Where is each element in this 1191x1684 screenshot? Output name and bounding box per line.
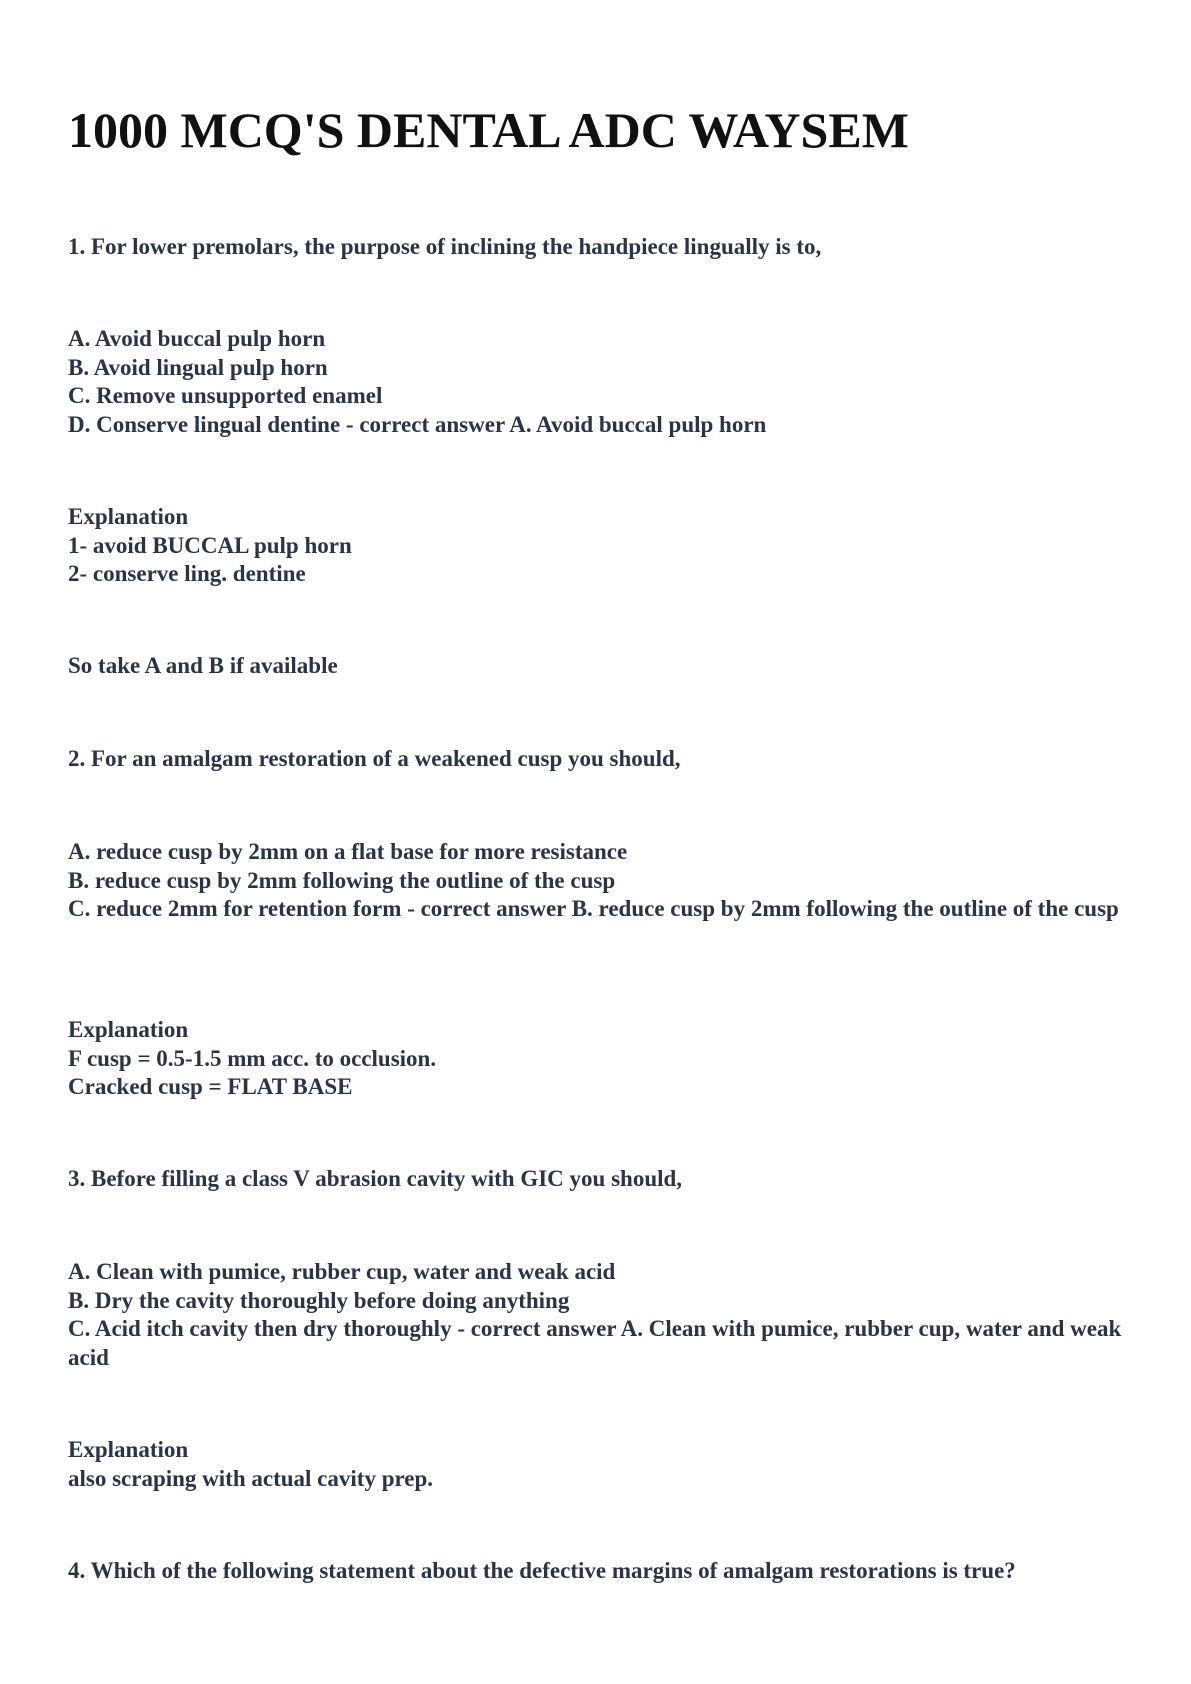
question-1-option-b: B. Avoid lingual pulp horn: [68, 354, 328, 380]
question-2-option-c: C. reduce 2mm for retention form - correct answer B. reduce cusp by 2mm following the outline of the cusp: [68, 896, 1119, 921]
document-title: 1000 MCQ'S DENTAL ADC WAYSEM: [68, 102, 909, 158]
question-3-option-a: A. Clean with pumice, rubber cup, water and weak acid: [68, 1259, 616, 1284]
question-1-options: [68, 325, 1128, 439]
question-1-option-a: A. Avoid buccal pulp horn: [68, 326, 326, 351]
question-1-note: So take A and B if available: [68, 653, 338, 678]
question-2-option-b: B. reduce cusp by 2mm following the outline of the cusp: [68, 867, 616, 893]
question-3-option-c: C. Acid itch cavity then dry thoroughly - correct answer A. Clean with pumice, rubber cup, water and weak acid: [68, 1316, 1122, 1370]
question-1-explanation-line-2: 2- conserve ling. dentine: [68, 561, 306, 586]
question-3-explanation: [68, 1436, 1128, 1493]
question-2-explanation-line-1: F cusp = 0.5-1.5 mm acc. to occlusion.: [68, 1045, 437, 1071]
question-2-text: 2. For an amalgam restoration of a weakened cusp you should,: [68, 746, 681, 771]
question-4-text: 4. Which of the following statement about the defective margins of amalgam restorations is true?: [68, 1558, 1016, 1583]
question-3-text: 3. Before filling a class V abrasion cavity with GIC you should,: [68, 1166, 683, 1191]
question-1-text: 1. For lower premolars, the purpose of inclining the handpiece lingually is to,: [68, 234, 822, 259]
question-1-option-d: D. Conserve lingual dentine - correct answer A. Avoid buccal pulp horn: [68, 411, 767, 437]
question-3-explanation-heading: Explanation: [68, 1437, 189, 1462]
question-2-explanation: [68, 1016, 1128, 1102]
question-1-explanation-heading: Explanation: [68, 504, 189, 529]
question-1-explanation-line-1: 1- avoid BUCCAL pulp horn: [68, 532, 352, 558]
question-2-explanation-heading: Explanation: [68, 1017, 189, 1042]
question-3-option-b: B. Dry the cavity thoroughly before doing anything: [68, 1287, 570, 1313]
question-2-option-a: A. reduce cusp by 2mm on a flat base for more resistance: [68, 839, 628, 864]
question-1-explanation: [68, 503, 1128, 589]
question-2-options: [68, 838, 1128, 924]
question-3-options: [68, 1258, 1128, 1372]
question-1-option-c: C. Remove unsupported enamel: [68, 383, 383, 408]
question-3-explanation-line-1: also scraping with actual cavity prep.: [68, 1465, 434, 1491]
question-2-explanation-line-2: Cracked cusp = FLAT BASE: [68, 1074, 353, 1099]
